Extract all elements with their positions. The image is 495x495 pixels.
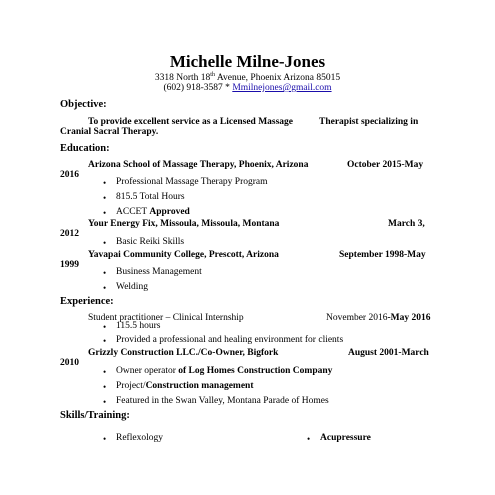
school-3-year: 1999: [60, 260, 79, 270]
list-item: [116, 381, 254, 392]
bullet-icon: •: [103, 193, 107, 203]
job-2-title: Grizzly Construction LLC./Co-Owner, Bigfork: [88, 348, 279, 358]
bullet-icon: •: [103, 238, 107, 248]
bullet-icon: •: [103, 178, 107, 188]
bullet-icon: •: [103, 434, 107, 444]
resume-name: Michelle Milne-Jones: [169, 52, 326, 71]
bullet-icon: •: [103, 283, 107, 293]
list-item: 115.5 hours: [116, 321, 161, 331]
bullet-icon: •: [103, 322, 107, 332]
contact-line: [0, 83, 495, 94]
job-2-date: August 2001-March: [348, 348, 429, 358]
list-item-bold: Construction management: [145, 381, 254, 391]
objective-text-3: Cranial Sacral Therapy.: [60, 127, 159, 137]
school-1-date: October 2015-May: [347, 160, 424, 170]
skill-item: Acupressure: [320, 433, 371, 443]
list-item: [116, 366, 332, 377]
list-item: Welding: [116, 282, 148, 292]
bullet-icon: •: [103, 208, 107, 218]
list-item: Provided a professional and healing environment for clients: [116, 335, 344, 345]
address-text-rest: Avenue, Phoenix Arizona 85015: [214, 73, 341, 83]
phone-number: (602) 918-3587 *: [163, 83, 233, 93]
skill-item: Reflexology: [116, 433, 163, 443]
school-1-year: 2016: [60, 170, 79, 180]
school-2-date: March 3,: [388, 219, 425, 229]
school-1: Arizona School of Massage Therapy, Phoenix, Arizona: [88, 160, 309, 170]
school-2: Your Energy Fix, Missoula, Missoula, Montana: [88, 219, 280, 229]
school-3-date: September 1998-May: [339, 250, 426, 260]
list-item: Professional Massage Therapy Program: [116, 177, 268, 187]
job-1-title: Student practitioner – Clinical Internship: [88, 313, 244, 323]
list-item-text: ACCET: [116, 207, 150, 217]
job-1-date-start: November 2016: [326, 313, 388, 323]
address-sup: th: [210, 71, 215, 78]
bullet-icon: •: [307, 434, 311, 444]
list-item-text: Project/: [116, 381, 146, 391]
address-text: 3318 North 18: [154, 73, 211, 83]
email-link[interactable]: Mmilnejones@gmail.com: [232, 83, 332, 93]
experience-heading: Experience:: [60, 296, 114, 307]
bullet-icon: •: [103, 382, 107, 392]
bullet-icon: •: [103, 397, 107, 407]
list-item: Featured in the Swan Valley, Montana Parade of Homes: [116, 396, 329, 406]
job-1-date: [326, 313, 431, 324]
education-heading: Education:: [60, 143, 110, 154]
school-3: Yavapai Community College, Prescott, Arizona: [88, 250, 279, 260]
objective-text-2: Therapist specializing in: [319, 117, 419, 127]
bullet-icon: •: [103, 367, 107, 377]
bullet-icon: •: [103, 268, 107, 278]
objective-text-1: To provide excellent service as a Licensed Massage: [88, 117, 294, 127]
job-2-year: 2010: [60, 358, 79, 368]
list-item: Business Management: [116, 267, 202, 277]
list-item: 815.5 Total Hours: [116, 192, 185, 202]
objective-heading: Objective:: [60, 99, 107, 110]
list-item-bold: Approved: [149, 207, 190, 217]
school-2-year: 2012: [60, 229, 79, 239]
list-item-bold: of Log Homes Construction Company: [178, 366, 333, 376]
skills-heading: Skills/Training:: [60, 410, 130, 421]
list-item: [116, 207, 190, 218]
list-item-text: Owner operator: [116, 366, 179, 376]
list-item: Basic Reiki Skills: [116, 237, 185, 247]
job-1-date-end: -May 2016: [387, 313, 431, 323]
bullet-icon: •: [103, 336, 107, 346]
